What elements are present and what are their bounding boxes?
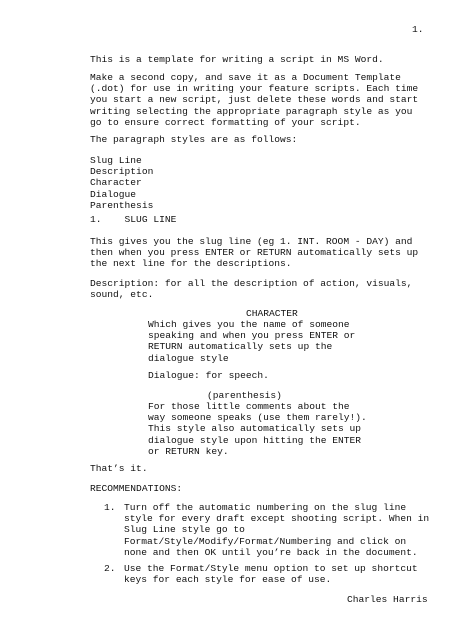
dialogue-line: For those little comments about the — [148, 401, 350, 412]
character-description — [148, 319, 355, 364]
recommendation-line: Slug Line style go to — [124, 524, 245, 536]
paragraph-line: This gives you the slug line (eg 1. INT. ROOM - DAY) and — [90, 236, 413, 247]
dialogue-line: Which gives you the name of someone — [148, 319, 350, 330]
dialogue-line: way someone speaks (use them rarely!). — [148, 412, 367, 424]
paragraph-line: then when you press ENTER or RETURN automatically sets up — [90, 247, 419, 259]
slug-line-description — [90, 236, 418, 270]
recommendation-number: 1. — [104, 502, 116, 513]
recommendation-line: Turn off the automatic numbering on the slug line — [124, 502, 407, 513]
dialogue-line: RETURN automatically sets up the — [148, 341, 333, 353]
dialogue-line: This style also automatically sets up — [148, 423, 362, 435]
recommendation-number: 2. — [104, 563, 116, 574]
dialogue-line: dialogue style — [148, 352, 229, 364]
recommendation-line: Format/Style/Modify/Format/Numbering and click on — [124, 535, 407, 547]
paragraph-line: the next line for the descriptions. — [90, 258, 292, 270]
intro-line: This is a template for writing a script in MS Word. — [90, 54, 384, 65]
paragraph-line: writing selecting the appropriate paragraph style as you — [90, 105, 413, 117]
dialogue-line: or RETURN key. — [148, 445, 229, 457]
style-item-description: Description — [90, 166, 154, 178]
dialogue-line: dialogue style upon hitting the ENTER — [148, 434, 362, 446]
parenthesis-description — [148, 401, 367, 457]
style-item-dialogue: Dialogue — [90, 188, 137, 200]
slug-line-heading: 1. SLUG LINE — [90, 214, 177, 225]
styles-intro: The paragraph styles are as follows: — [90, 134, 298, 145]
recommendation-body — [124, 563, 418, 585]
description-paragraph — [90, 278, 412, 300]
recommendation-body — [124, 502, 429, 558]
recommendation-line: none and then OK until you’re back in the document. — [124, 546, 418, 558]
paragraph-line: (.dot) for use in writing your feature scripts. Each time — [90, 83, 419, 95]
recommendation-line: keys for each style for ease of use. — [124, 574, 332, 586]
character-cue: CHARACTER — [246, 308, 298, 319]
styles-list — [90, 155, 153, 211]
parenthesis-cue: (parenthesis) — [207, 390, 282, 401]
paragraph-line: you start a new script, just delete these words and start — [90, 94, 419, 106]
page-number: 1. — [412, 24, 424, 35]
template-instructions-paragraph — [90, 72, 418, 128]
dialogue-line: speaking and when you press ENTER or — [148, 330, 356, 342]
paragraph-line: Make a second copy, and save it as a Document Template — [90, 72, 401, 83]
recommendation-line: Use the Format/Style menu option to set up shortcut — [124, 563, 418, 574]
style-item-slug-line: Slug Line — [90, 155, 142, 166]
recommendations-heading: RECOMMENDATIONS: — [90, 483, 183, 494]
style-item-character: Character — [90, 177, 142, 189]
style-item-parenthesis: Parenthesis — [90, 199, 154, 211]
dialogue-line-example: Dialogue: for speech. — [148, 370, 269, 381]
author-signature: Charles Harris — [347, 594, 428, 605]
thats-it-line: That’s it. — [90, 463, 148, 474]
paragraph-line: go to ensure correct formatting of your script. — [90, 116, 361, 128]
paragraph-line: sound, etc. — [90, 289, 154, 301]
recommendation-line: style for every draft except shooting script. When in — [124, 513, 430, 525]
paragraph-line: Description: for all the description of action, visuals, — [90, 278, 413, 289]
